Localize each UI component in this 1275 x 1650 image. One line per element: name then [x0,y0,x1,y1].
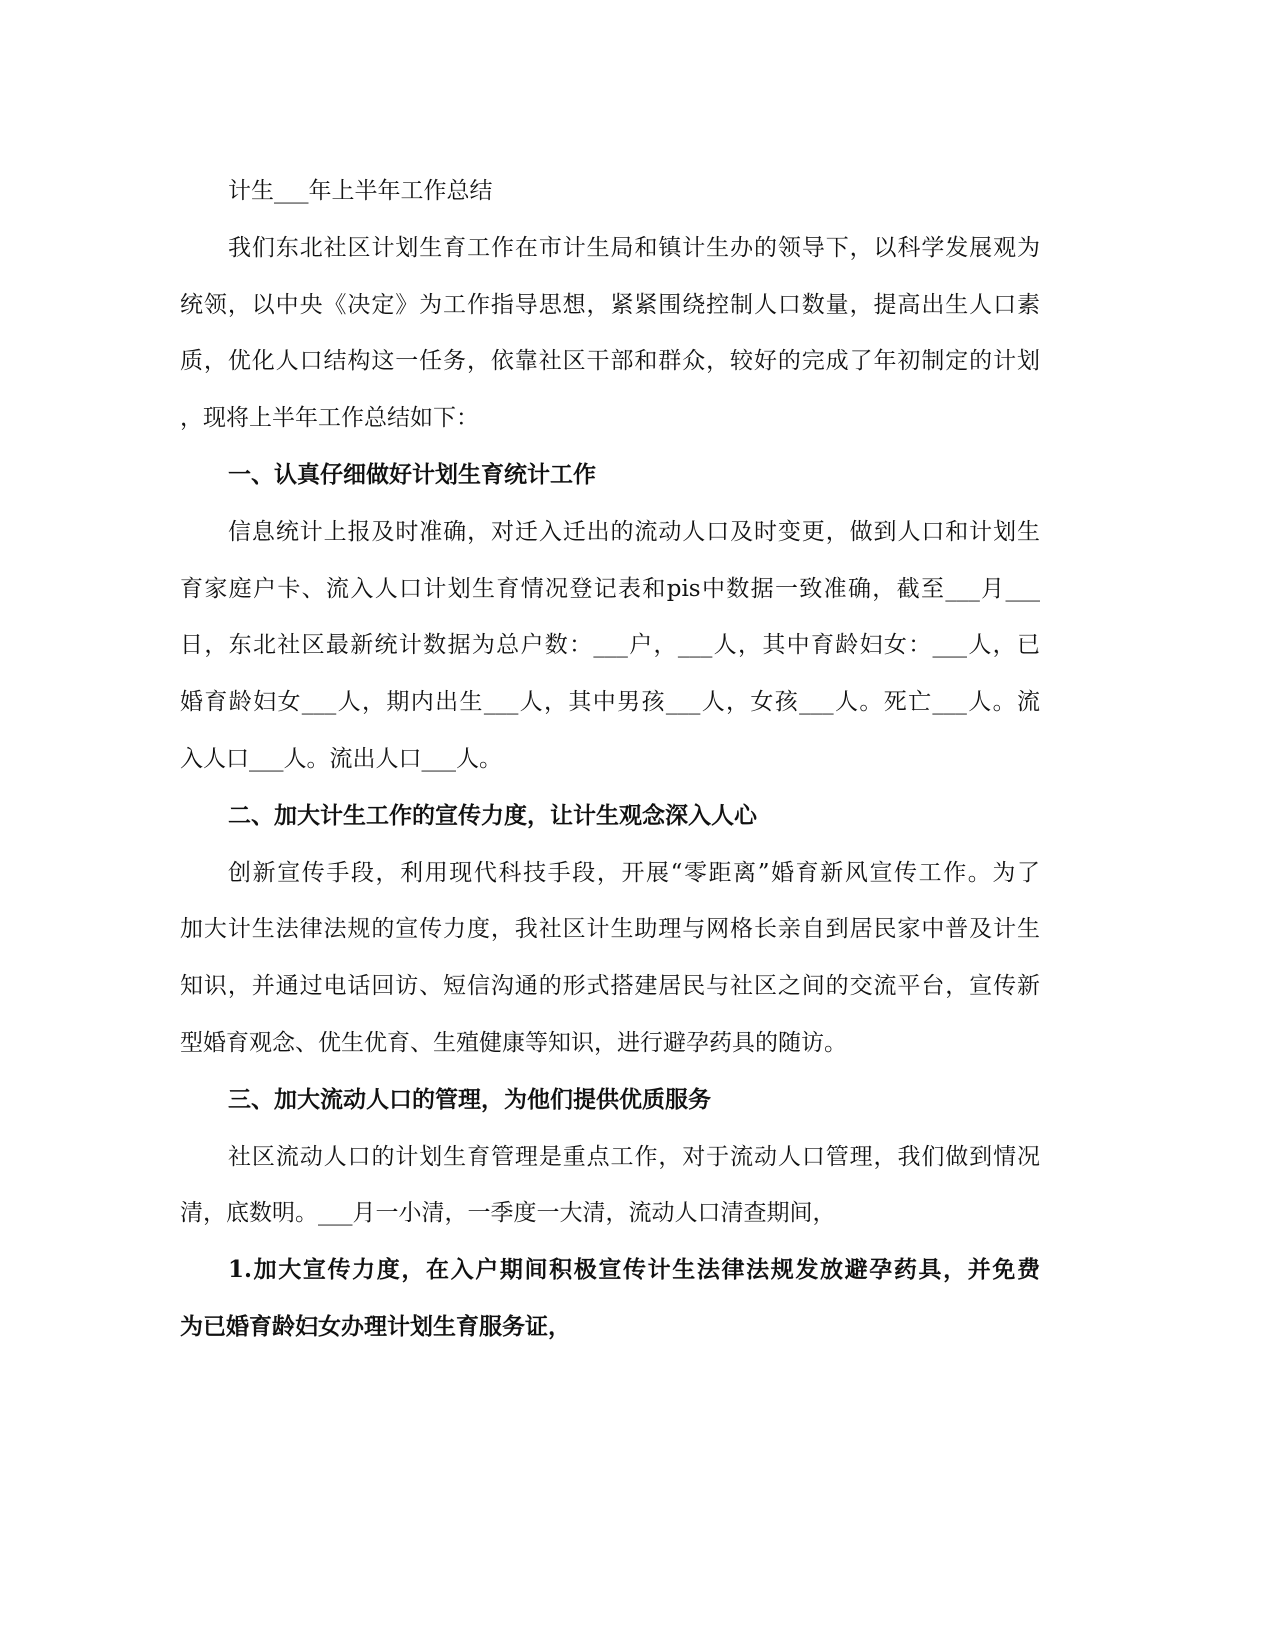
section-2-line: 型婚育观念、优生优育、生殖健康等知识，进行避孕药具的随访。 [180,1029,847,1056]
section-1-line: 育家庭户卡、流入人口计划生育情况登记表和pis中数据一致准确，截至___月___ [180,575,1040,602]
section-1-line: 日，东北社区最新统计数据为总户数：___户，___人，其中育龄妇女：___人，已 [180,632,1040,659]
section-2-line: 知识，并通过电话回访、短信沟通的形式搭建居民与社区之间的交流平台，宣传新 [180,973,1040,1000]
section-2-line: 创新宣传手段，利用现代科技手段，开展“零距离”婚育新风宣传工作。为了 [228,859,1040,886]
intro-line: ，现将上半年工作总结如下： [180,405,479,432]
section-1-heading: 一、认真仔细做好计划生育统计工作 [228,460,596,488]
document-body [180,163,1040,1356]
section-3-heading: 三、加大流动人口的管理，为他们提供优质服务 [228,1085,711,1113]
intro-line: 我们东北社区计划生育工作在市计生局和镇计生办的领导下，以科学发展观为 [228,234,1040,261]
section-1-line: 信息统计上报及时准确，对迁入迁出的流动人口及时变更，做到人口和计划生 [228,518,1040,545]
section-3-line: 社区流动人口的计划生育管理是重点工作，对于流动人口管理，我们做到情况 [228,1143,1040,1170]
intro-line: 统领，以中央《决定》为工作指导思想，紧紧围绕控制人口数量，提高出生人口素 [180,291,1040,318]
section-2-line: 加大计生法律法规的宣传力度，我社区计生助理与网格长亲自到居民家中普及计生 [180,916,1040,943]
section-2-heading: 二、加大计生工作的宣传力度，让计生观念深入人心 [228,801,757,829]
section-3-bold-line: 为已婚育龄妇女办理计划生育服务证， [180,1312,571,1340]
section-3-line: 清，底数明。___月一小清，一季度一大清，流动人口清查期间， [180,1200,836,1227]
section-1-line: 入人口___人。流出人口___人。 [180,745,502,772]
document-title: 计生___年上半年工作总结 [228,178,493,204]
section-3-bold-line: 1.加大宣传力度，在入户期间积极宣传计生法律法规发放避孕药具，并免费 [228,1256,1040,1284]
intro-line: 质，优化人口结构这一任务，依靠社区干部和群众，较好的完成了年初制定的计划 [180,348,1040,375]
section-1-line: 婚育龄妇女___人，期内出生___人，其中男孩___人，女孩___人。死亡___人。流 [180,689,1040,716]
